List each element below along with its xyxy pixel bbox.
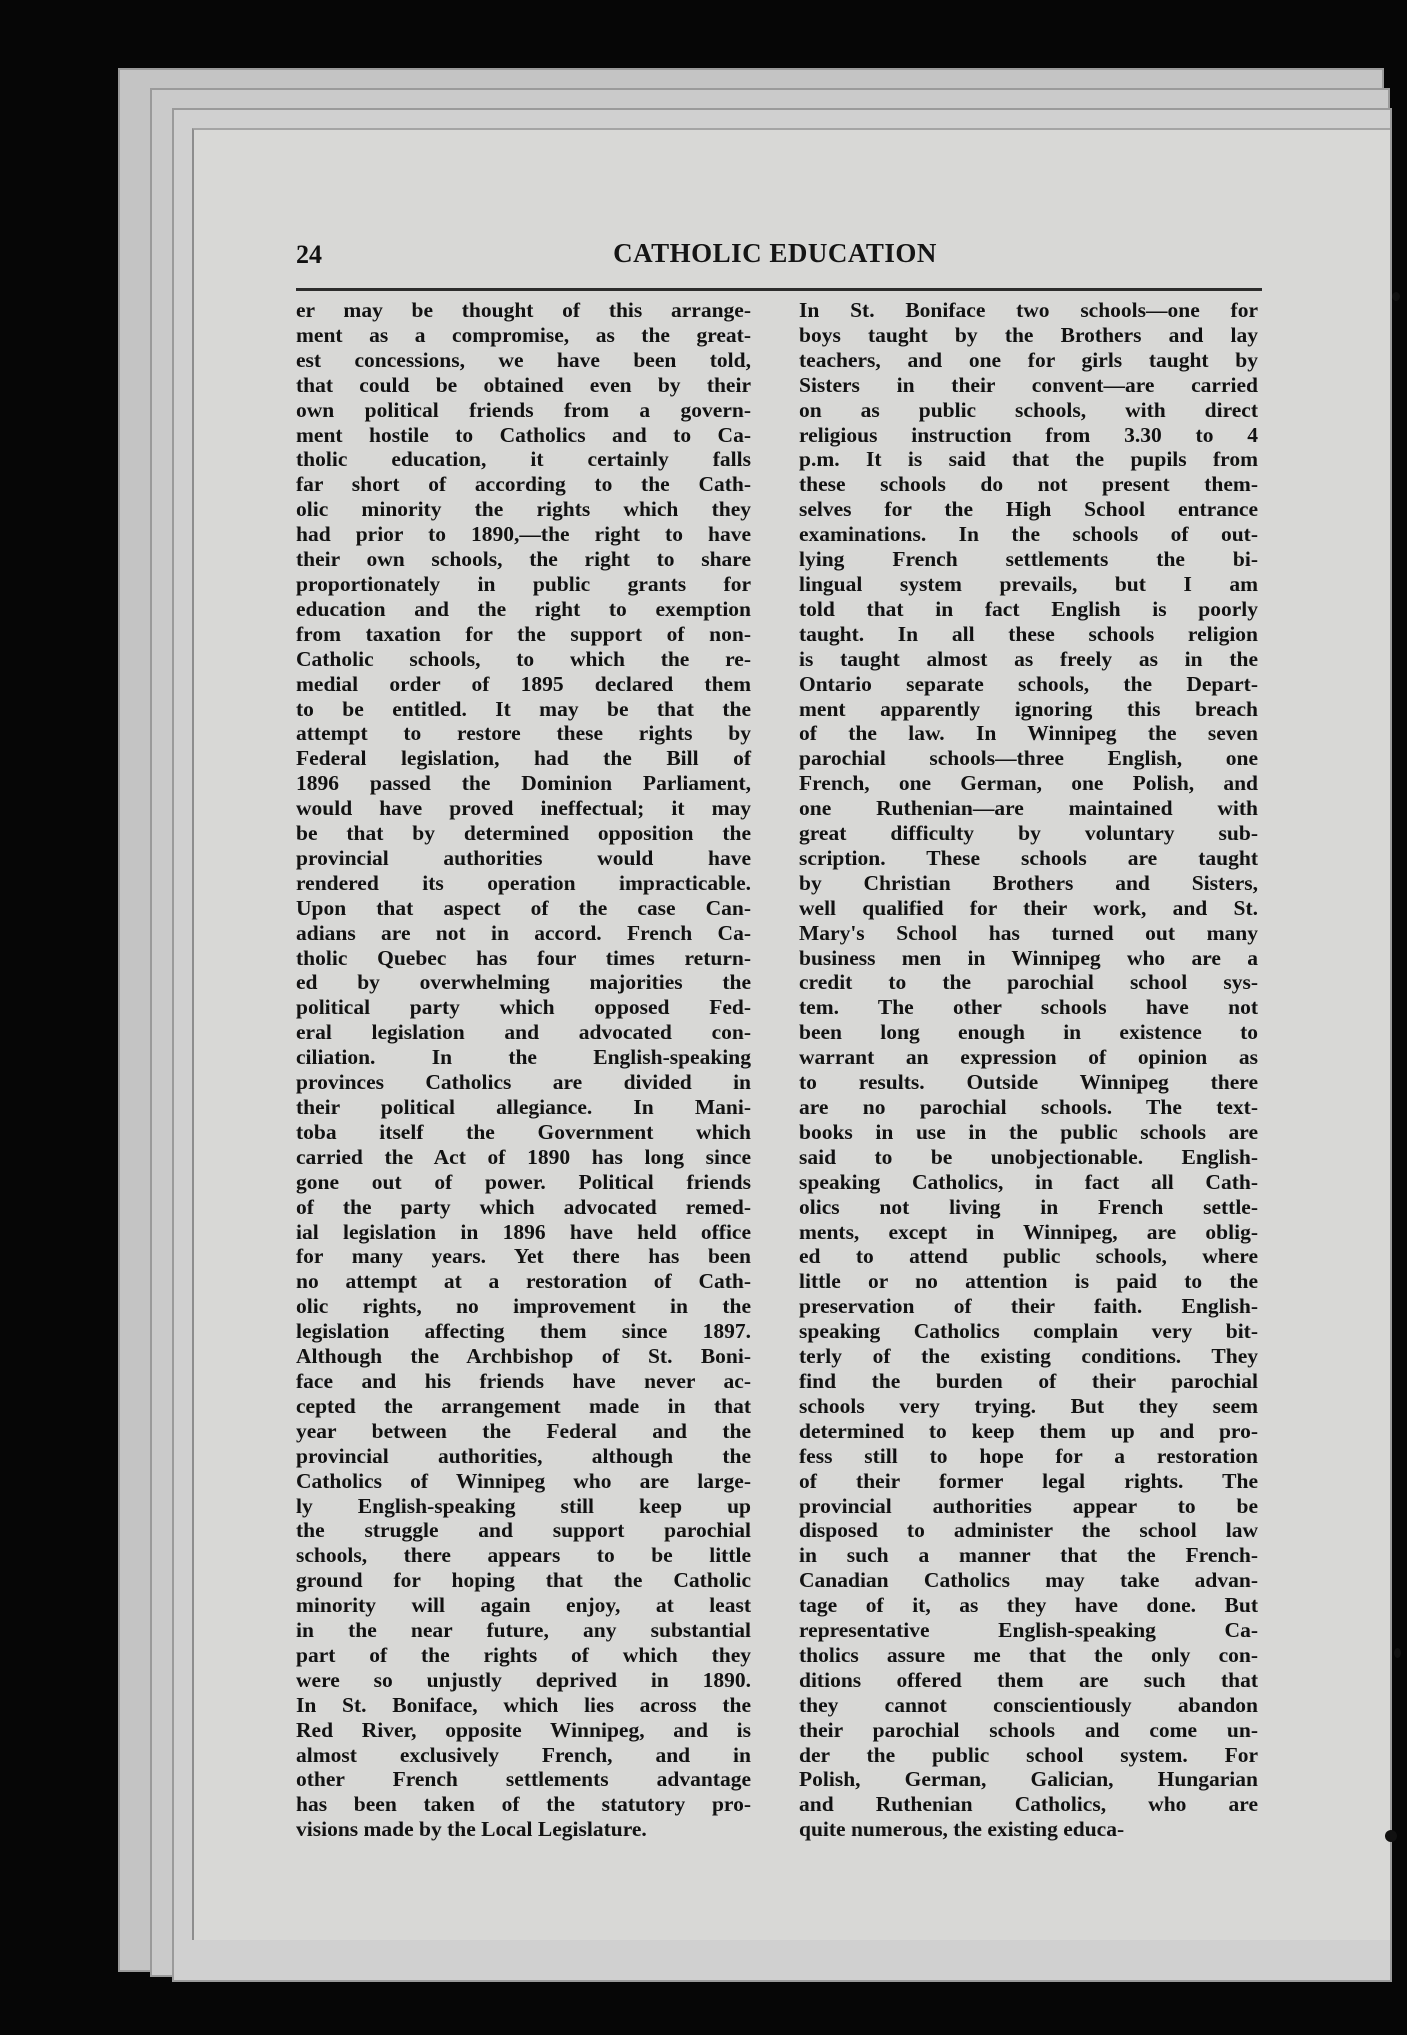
text-line: by Christian Brothers and Sisters, (799, 870, 1258, 895)
text-line: taught. In all these schools religion (799, 621, 1258, 646)
text-line: provinces Catholics are divided in (296, 1070, 751, 1095)
text-line: ments, except in Winnipeg, are oblig- (799, 1219, 1258, 1244)
text-line: Upon that aspect of the case Can- (296, 895, 751, 920)
text-line: great difficulty by voluntary sub- (799, 821, 1258, 846)
text-line: year between the Federal and the (296, 1418, 751, 1443)
text-line: one Ruthenian—are maintained with (799, 796, 1258, 821)
text-line: had prior to 1890,—the right to have (296, 522, 751, 547)
text-line: teachers, and one for girls taught by (799, 347, 1258, 372)
text-line: adians are not in accord. French Ca- (296, 920, 751, 945)
text-line: schools, there appears to be little (296, 1543, 751, 1568)
text-line: warrant an expression of opinion as (799, 1045, 1258, 1070)
text-line: little or no attention is paid to the (799, 1269, 1258, 1294)
text-line: cepted the arrangement made in that (296, 1393, 751, 1418)
text-line: on as public schools, with direct (799, 397, 1258, 422)
text-line: the struggle and support parochial (296, 1518, 751, 1543)
text-line: business men in Winnipeg who are a (799, 945, 1258, 970)
text-line: provincial authorities would have (296, 845, 751, 870)
edge-speck (1394, 1648, 1401, 1658)
edge-speck (1385, 1830, 1397, 1842)
text-line: been long enough in existence to (799, 1020, 1258, 1045)
text-line: Sisters in their convent—are carried (799, 372, 1258, 397)
text-line: attempt to restore these rights by (296, 721, 751, 746)
text-line: Canadian Catholics may take advan- (799, 1568, 1258, 1593)
text-line: eral legislation and advocated con- (296, 1020, 751, 1045)
running-title: CATHOLIC EDUCATION (613, 238, 937, 268)
text-line: ly English-speaking still keep up (296, 1493, 751, 1518)
text-line: preservation of their faith. English- (799, 1294, 1258, 1319)
text-line: political party which opposed Fed- (296, 995, 751, 1020)
text-line: Mary's School has turned out many (799, 920, 1258, 945)
text-line: olics not living in French settle- (799, 1194, 1258, 1219)
text-line: ed to attend public schools, where (799, 1244, 1258, 1269)
text-line: credit to the parochial school sys- (799, 970, 1258, 995)
text-line: boys taught by the Brothers and lay (799, 322, 1258, 347)
text-line: find the burden of their parochial (799, 1368, 1258, 1393)
text-line: in such a manner that the French- (799, 1543, 1258, 1568)
text-line: Federal legislation, had the Bill of (296, 746, 751, 771)
edge-speck (1392, 292, 1400, 301)
text-line: almost exclusively French, and in (296, 1742, 751, 1767)
text-line: scription. These schools are taught (799, 845, 1258, 870)
text-line: told that in fact English is poorly (799, 596, 1258, 621)
text-line: from taxation for the support of non- (296, 621, 751, 646)
text-line: ditions offered them are such that (799, 1667, 1258, 1692)
text-line: fess still to hope for a restoration (799, 1443, 1258, 1468)
text-line: tem. The other schools have not (799, 995, 1258, 1020)
text-line: of their former legal rights. The (799, 1468, 1258, 1493)
text-line: is taught almost as freely as in the (799, 646, 1258, 671)
text-line: Ontario separate schools, the Depart- (799, 671, 1258, 696)
text-line: minority will again enjoy, at least (296, 1593, 751, 1618)
text-line: olic minority the rights which they (296, 497, 751, 522)
text-line: provincial authorities appear to be (799, 1493, 1258, 1518)
text-line: quite numerous, the existing educa- (799, 1817, 1125, 1842)
text-line: schools very trying. But they seem (799, 1393, 1258, 1418)
page-number: 24 (296, 240, 322, 269)
text-line: books in use in the public schools are (799, 1119, 1258, 1144)
text-line: to be entitled. It may be that the (296, 696, 751, 721)
text-line: they cannot conscientiously abandon (799, 1692, 1258, 1717)
text-line: lying French settlements the bi- (799, 547, 1258, 572)
text-line: has been taken of the statutory pro- (296, 1792, 751, 1817)
text-line: ment apparently ignoring this breach (799, 696, 1258, 721)
text-line: well qualified for their work, and St. (799, 895, 1258, 920)
text-line: ment hostile to Catholics and to Ca- (296, 422, 751, 447)
text-line: ciliation. In the English-speaking (296, 1045, 751, 1070)
text-line: speaking Catholics, in fact all Cath- (799, 1169, 1258, 1194)
text-line: tage of it, as they have done. But (799, 1593, 1258, 1618)
text-line: olic rights, no improvement in the (296, 1294, 751, 1319)
text-line: to results. Outside Winnipeg there (799, 1070, 1258, 1095)
text-line: examinations. In the schools of out- (799, 522, 1258, 547)
text-line: toba itself the Government which (296, 1119, 751, 1144)
text-line: p.m. It is said that the pupils from (799, 447, 1258, 472)
text-line: representative English-speaking Ca- (799, 1618, 1258, 1643)
text-line: determined to keep them up and pro- (799, 1418, 1258, 1443)
text-line: their political allegiance. In Mani- (296, 1095, 751, 1119)
text-line: other French settlements advantage (296, 1767, 751, 1792)
text-line: and Ruthenian Catholics, who are (799, 1792, 1258, 1817)
text-line: tholic education, it certainly falls (296, 447, 751, 472)
text-line: tholic Quebec has four times return- (296, 945, 751, 970)
text-line: of the law. In Winnipeg the seven (799, 721, 1258, 746)
text-line: far short of according to the Cath- (296, 472, 751, 497)
text-line: der the public school system. For (799, 1742, 1258, 1767)
text-line: selves for the High School entrance (799, 497, 1258, 522)
text-line: no attempt at a restoration of Cath- (296, 1269, 751, 1294)
text-line: rendered its operation impracticable. (296, 870, 751, 895)
text-line: face and his friends have never ac- (296, 1368, 751, 1393)
text-line: er may be thought of this arrange- (296, 298, 751, 322)
text-line: their own schools, the right to share (296, 547, 751, 572)
text-line: said to be unobjectionable. English- (799, 1144, 1258, 1169)
text-line: own political friends from a govern- (296, 397, 751, 422)
text-line: their parochial schools and come un- (799, 1717, 1258, 1742)
text-line: Red River, opposite Winnipeg, and is (296, 1717, 751, 1742)
text-line: ed by overwhelming majorities the (296, 970, 751, 995)
text-line: speaking Catholics complain very bit- (799, 1319, 1258, 1344)
text-line: ial legislation in 1896 have held office (296, 1219, 751, 1244)
text-line: for many years. Yet there has been (296, 1244, 751, 1269)
text-line: be that by determined opposition the (296, 821, 751, 846)
text-line: visions made by the Local Legislature. (296, 1817, 647, 1842)
text-line: in the near future, any substantial (296, 1618, 751, 1643)
text-line: parochial schools—three English, one (799, 746, 1258, 771)
text-line: disposed to administer the school law (799, 1518, 1258, 1543)
text-line: tholics assure me that the only con- (799, 1642, 1258, 1667)
text-line: In St. Boniface two schools—one for (799, 298, 1258, 322)
text-line: French, one German, one Polish, and (799, 771, 1258, 796)
text-line: that could be obtained even by their (296, 372, 751, 397)
text-line: 1896 passed the Dominion Parliament, (296, 771, 751, 796)
text-line: provincial authorities, although the (296, 1443, 751, 1468)
header-rule (296, 288, 1262, 291)
text-line: proportionately in public grants for (296, 571, 751, 596)
text-line: part of the rights of which they (296, 1642, 751, 1667)
text-line: education and the right to exemption (296, 596, 751, 621)
text-line: Although the Archbishop of St. Boni- (296, 1344, 751, 1369)
text-line: legislation affecting them since 1897. (296, 1319, 751, 1344)
text-line: Catholics of Winnipeg who are large- (296, 1468, 751, 1493)
text-line: religious instruction from 3.30 to 4 (799, 422, 1258, 447)
text-line: of the party which advocated remed- (296, 1194, 751, 1219)
text-line: are no parochial schools. The text- (799, 1095, 1258, 1119)
text-line: ground for hoping that the Catholic (296, 1568, 751, 1593)
text-line: would have proved ineffectual; it may (296, 796, 751, 821)
text-line: gone out of power. Political friends (296, 1169, 751, 1194)
left-text-column (296, 298, 751, 1842)
text-line: est concessions, we have been told, (296, 347, 751, 372)
text-line: Catholic schools, to which the re- (296, 646, 751, 671)
text-line: carried the Act of 1890 has long since (296, 1144, 751, 1169)
text-line: medial order of 1895 declared them (296, 671, 751, 696)
text-line: these schools do not present them- (799, 472, 1258, 497)
text-line: lingual system prevails, but I am (799, 571, 1258, 596)
text-line: Polish, German, Galician, Hungarian (799, 1767, 1258, 1792)
right-text-column (799, 298, 1258, 1842)
text-line: were so unjustly deprived in 1890. (296, 1667, 751, 1692)
text-line: In St. Boniface, which lies across the (296, 1692, 751, 1717)
text-line: ment as a compromise, as the great- (296, 322, 751, 347)
text-line: terly of the existing conditions. They (799, 1344, 1258, 1369)
